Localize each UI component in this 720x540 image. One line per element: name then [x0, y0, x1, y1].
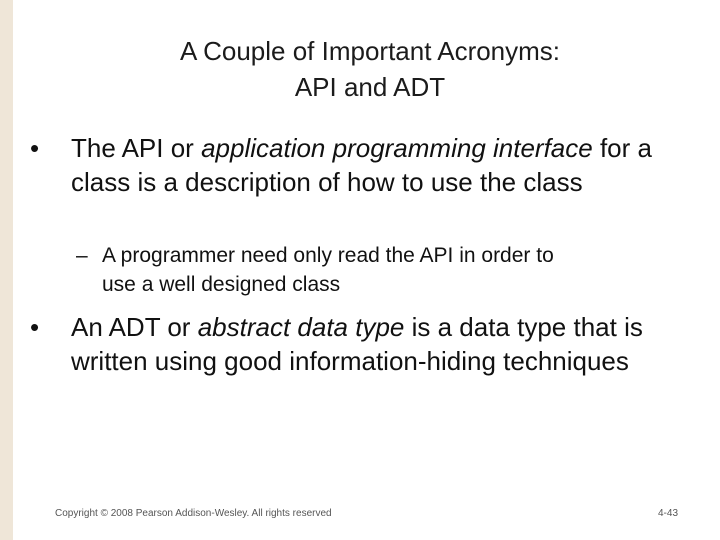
- slide-title-line-2: API and ADT: [294, 72, 446, 102]
- sub-bullet-api-text: A programmer need only read the API in order to use a well designed class: [102, 244, 554, 296]
- bullet-adt-suffix: is a data type that is written using good information-hiding techniques: [71, 312, 643, 376]
- bullet-marker: •: [30, 133, 40, 163]
- bullet-api-suffix: for a class is a description of how to use the class: [71, 133, 652, 197]
- bullet-api-prefix: The API or: [71, 133, 202, 163]
- slide-title: [40, 33, 700, 105]
- footer-page-number: 4-43: [657, 508, 678, 519]
- bullet-api-text: [71, 131, 671, 199]
- bullet-api-term: application programming interface: [201, 133, 593, 163]
- left-decorative-strip: [0, 0, 13, 540]
- sub-bullet-marker: –: [76, 244, 88, 267]
- slide-title-line-1: A Couple of Important Acronyms:: [179, 36, 561, 66]
- bullet-marker: •: [30, 312, 40, 342]
- bullet-adt-prefix: An ADT or: [71, 312, 198, 342]
- bullet-adt-text: [71, 310, 671, 378]
- bullet-adt-term: abstract data type: [197, 312, 405, 342]
- footer-copyright: Copyright © 2008 Pearson Addison-Wesley. All rights reserved: [55, 508, 332, 519]
